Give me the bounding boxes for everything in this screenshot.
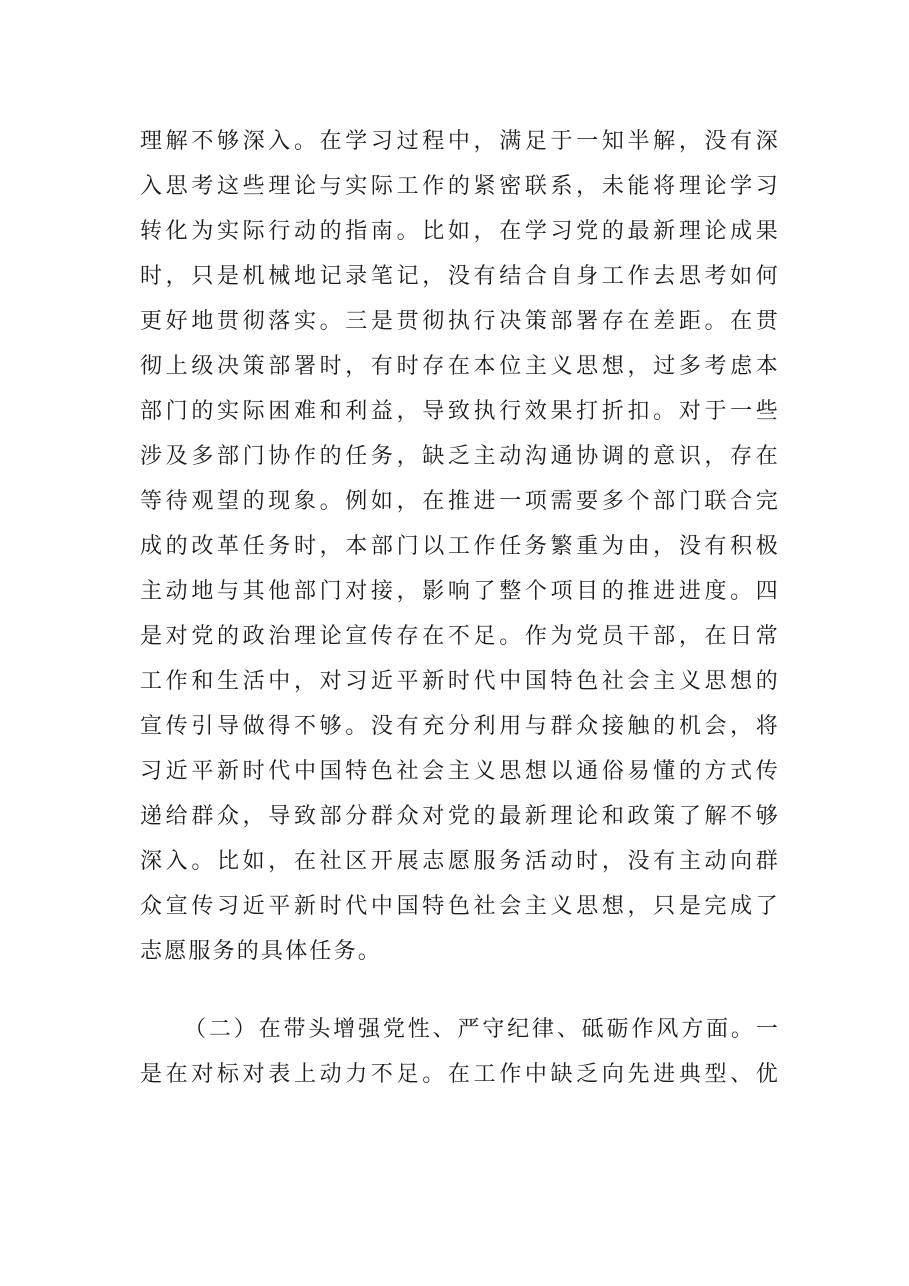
paragraph-line: 涉及多部门协作的任务，缺乏主动沟通协调的意识，存在 xyxy=(140,444,780,469)
paragraph-line: 等待观望的现象。例如，在推进一项需要多个部门联合完 xyxy=(140,489,780,514)
paragraph-line: 深入。比如，在社区开展志愿服务活动时，没有主动向群 xyxy=(140,849,780,874)
paragraph-line: 时，只是机械地记录笔记，没有结合自身工作去思考如何 xyxy=(140,264,780,289)
paragraph-line: 更好地贯彻落实。三是贯彻执行决策部署存在差距。在贯 xyxy=(140,309,780,334)
paragraph-line: 众宣传习近平新时代中国特色社会主义思想，只是完成了 xyxy=(140,894,780,919)
paragraph-line: 彻上级决策部署时，有时存在本位主义思想，过多考虑本 xyxy=(140,354,780,379)
paragraph-line: （二）在带头增强党性、严守纪律、砥砺作风方面。一 xyxy=(184,1017,780,1042)
paragraph-line: 理解不够深入。在学习过程中，满足于一知半解，没有深 xyxy=(140,129,780,154)
paragraph-line: 志愿服务的具体任务。 xyxy=(140,939,383,964)
paragraph-line: 宣传引导做得不够。没有充分利用与群众接触的机会，将 xyxy=(140,714,780,739)
paragraph-line: 习近平新时代中国特色社会主义思想以通俗易懂的方式传 xyxy=(140,759,780,784)
paragraph-line: 是对党的政治理论宣传存在不足。作为党员干部，在日常 xyxy=(140,624,780,649)
paragraph-line: 转化为实际行动的指南。比如，在学习党的最新理论成果 xyxy=(140,219,780,244)
paragraph-line: 部门的实际困难和利益，导致执行效果打折扣。对于一些 xyxy=(140,399,780,424)
paragraph-line: 入思考这些理论与实际工作的紧密联系，未能将理论学习 xyxy=(140,174,780,199)
paragraph-line: 主动地与其他部门对接，影响了整个项目的推进进度。四 xyxy=(140,579,780,604)
paragraph-line: 是在对标对表上动力不足。在工作中缺乏向先进典型、优 xyxy=(140,1062,780,1087)
paragraph-line: 工作和生活中，对习近平新时代中国特色社会主义思想的 xyxy=(140,669,780,694)
paragraph-line: 成的改革任务时，本部门以工作任务繁重为由，没有积极 xyxy=(140,534,780,559)
paragraph-line: 递给群众，导致部分群众对党的最新理论和政策了解不够 xyxy=(140,804,780,829)
